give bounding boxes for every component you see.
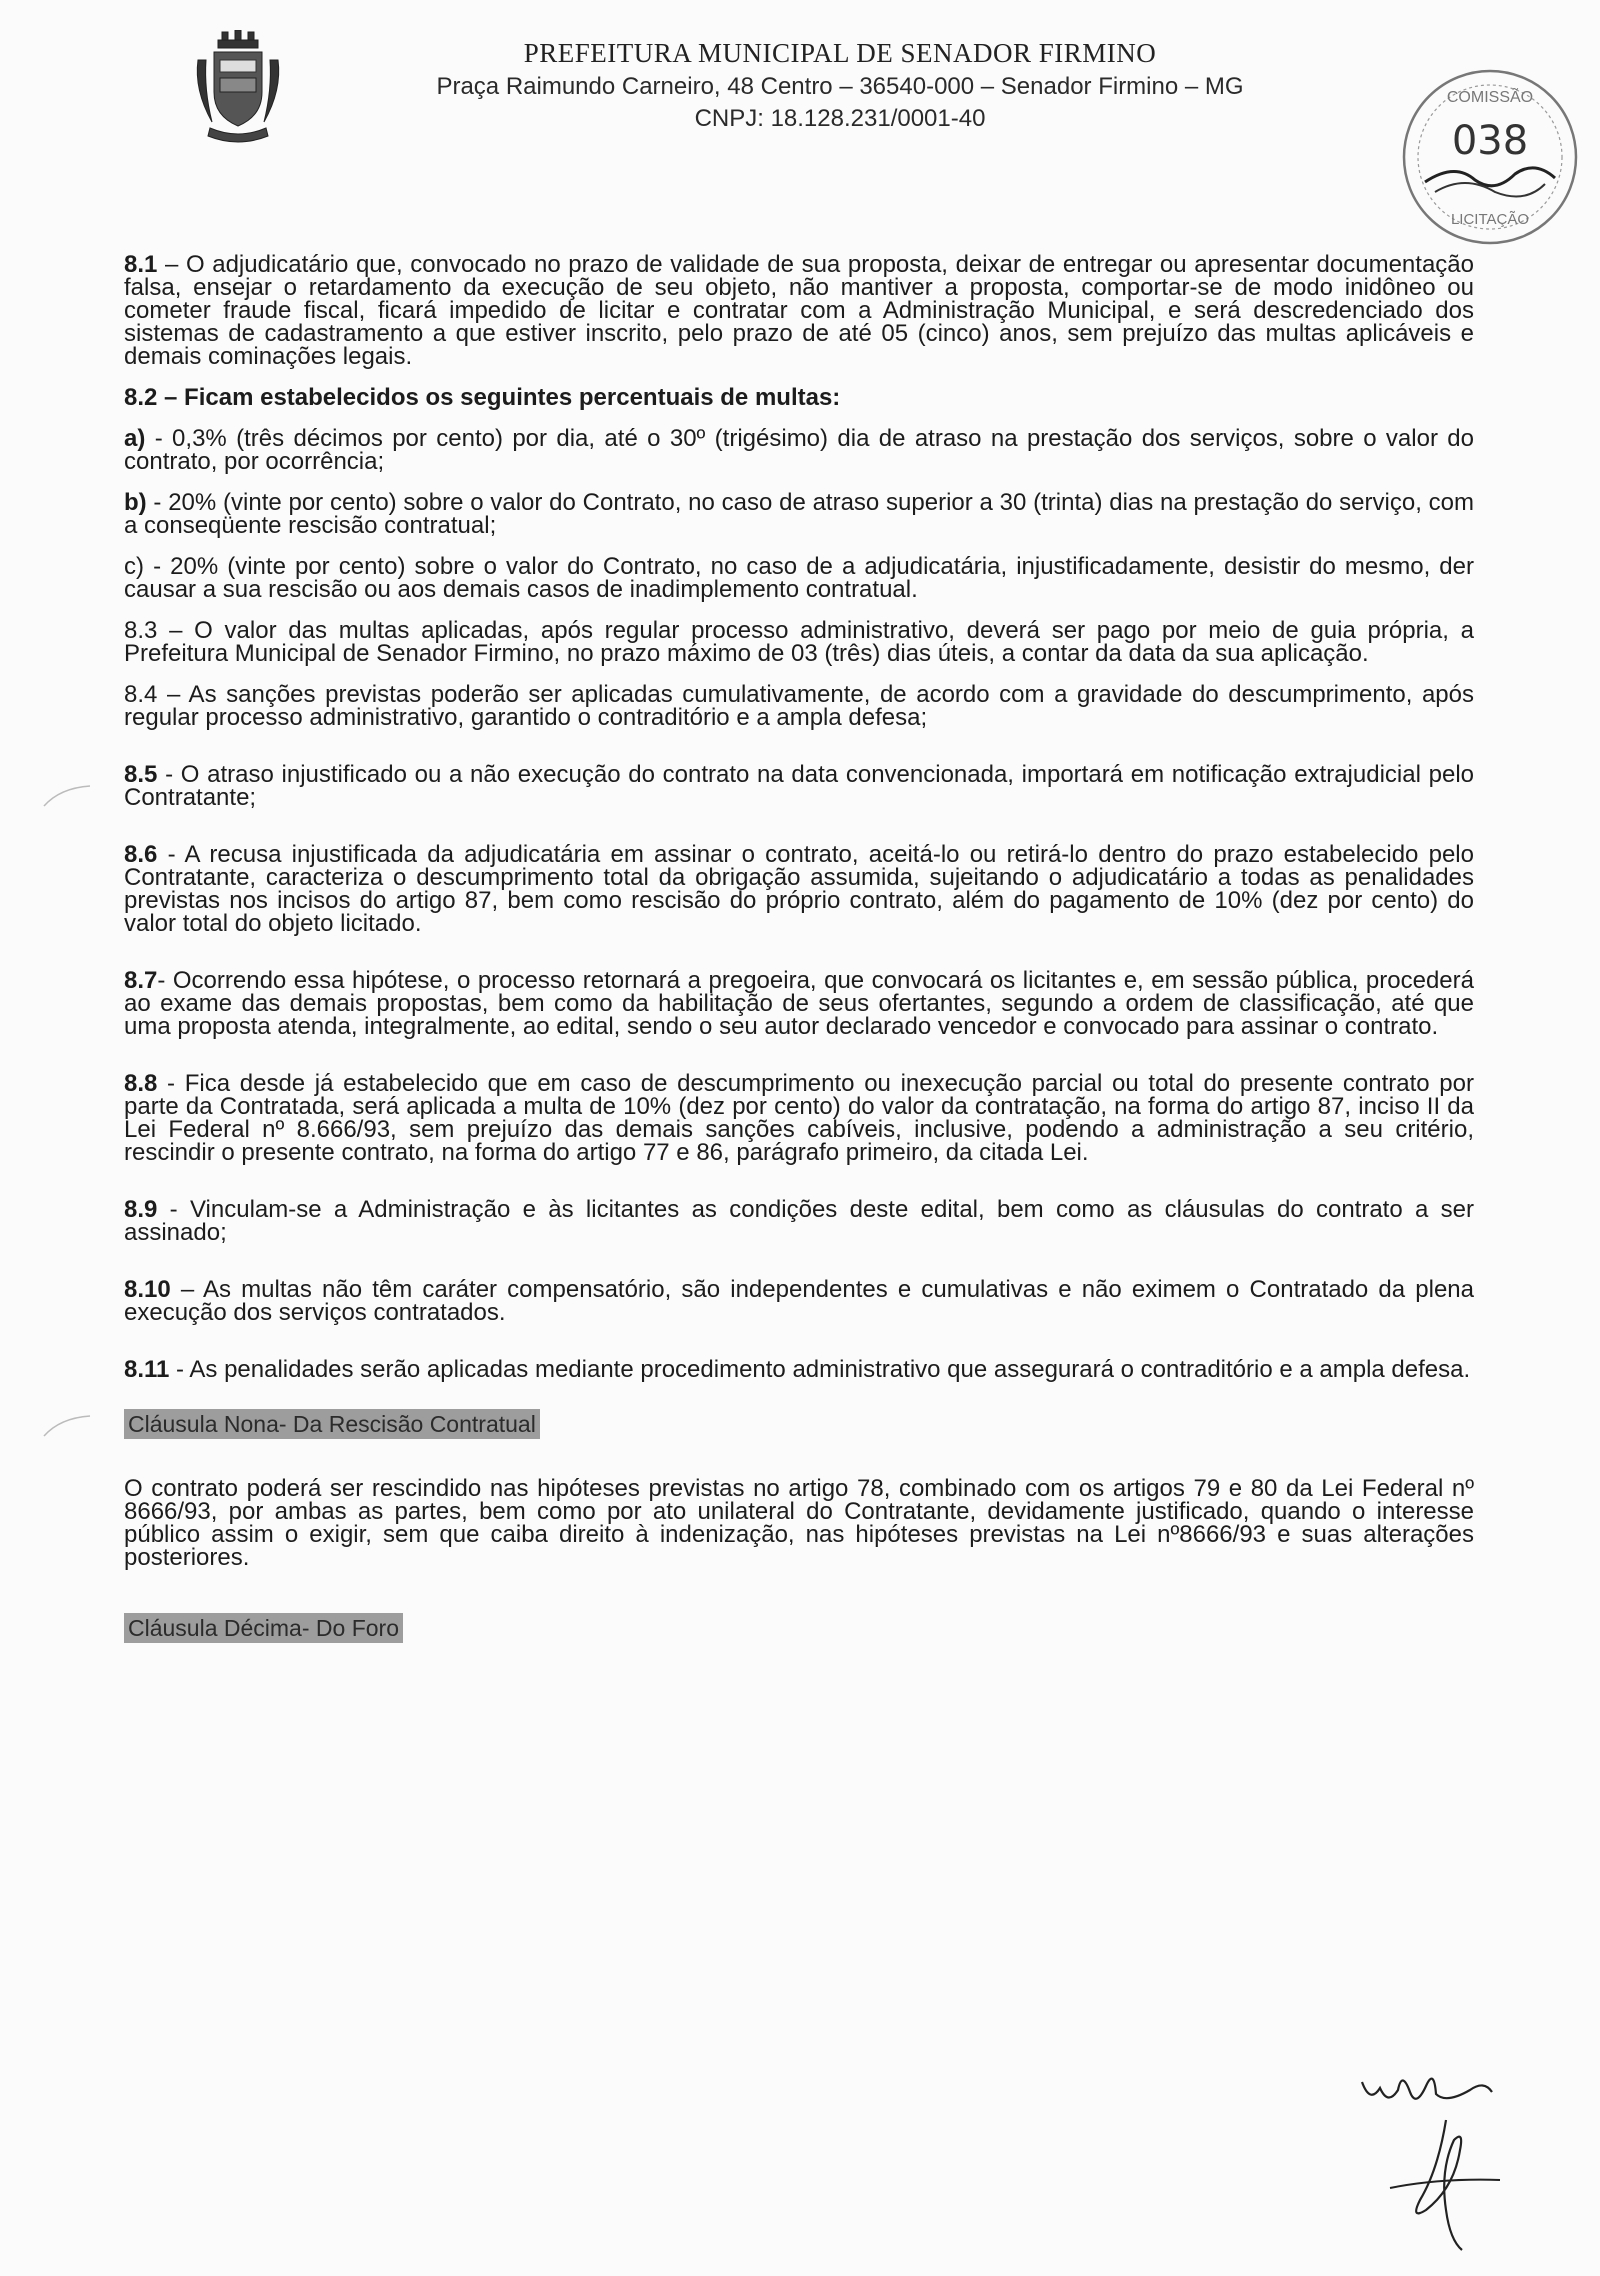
clause-number: 8.4: [124, 681, 158, 708]
clause-number: c): [124, 553, 144, 580]
clause-8-7: [124, 969, 1474, 1038]
clause-8-4: [124, 683, 1474, 729]
letterhead: [330, 38, 1350, 133]
clause-number: b): [124, 489, 147, 516]
clause-number: 8.5: [124, 761, 158, 788]
scan-mark-icon: [40, 780, 100, 810]
clause-number: 8.3: [124, 617, 158, 644]
clause-text: – As sanções previstas poderão ser aplicadas cumulativamente, de acordo com a gravidade do descumprimento, após regular processo administrativo, garantido o contraditório e a ampla defesa;: [124, 681, 1474, 731]
clause-8-2: [124, 386, 1474, 409]
clause-number: 8.7: [124, 967, 158, 994]
clause-text: – O valor das multas aplicadas, após regular processo administrativo, deverá ser pago por meio de guia própria, a Prefeitura Municipal de Senador Firmino, no prazo máximo de 03 (três) dias úteis, a contar da data da sua aplicação.: [124, 617, 1474, 667]
clause-text: - O atraso injustificado ou a não execução do contrato na data convencionada, importará em notificação extrajudicial pelo Contratante;: [124, 761, 1474, 811]
clause-8-10: [124, 1278, 1474, 1324]
scan-mark-icon: [40, 1410, 100, 1440]
clause-8-3: [124, 619, 1474, 665]
clause-8-6: [124, 843, 1474, 935]
clause-text: - 20% (vinte por cento) sobre o valor do Contrato, no caso de atraso superior a 30 (trinta) dias na prestação do serviço, com a conseqüente rescisão contratual;: [124, 489, 1474, 539]
clause-8-5: [124, 763, 1474, 809]
clause-text: – O adjudicatário que, convocado no prazo de validade de sua proposta, deixar de entregar ou apresentar documentação falsa, ensejar o retardamento da execução de seu objeto, não mantiver a proposta, comportar-se de modo inidôneo ou cometer fraude fiscal, ficará impedido de licitar e contratar com a Administração Municipal, e será descredenciado dos sistemas de cadastramento a que estiver inscrito, pelo prazo de até 05 (cinco) anos, sem prejuízo das multas aplicáveis e demais cominações legais.: [124, 251, 1474, 370]
letterhead-address: Praça Raimundo Carneiro, 48 Centro – 36540-000 – Senador Firmino – MG: [436, 73, 1244, 100]
clause-text: - Vinculam-se a Administração e às licitantes as condições deste edital, bem como as cláusulas do contrato a ser assinado;: [124, 1196, 1474, 1246]
clausula-nona-text: O contrato poderá ser rescindido nas hipóteses previstas no artigo 78, combinado com os artigos 79 e 80 da Lei Federal nº 8666/93, por ambas as partes, bem como por ato unilateral do Contratante, devidamente justificado, quando o interesse público assim o exigir, sem que caiba direito à indenização, nas hipóteses previstas na Lei nº8666/93 e suas alterações posteriores.: [124, 1475, 1474, 1571]
clause-text: - A recusa injustificada da adjudicatária em assinar o contrato, aceitá-lo ou retirá-lo dentro do prazo estabelecido pelo Contratante, caracteriza o descumprimento total da obrigação assumida, sujeitando o adjudicatário a todas as penalidades previstas nos incisos do artigo 87, bem como rescisão do próprio contrato, além do pagamento de 10% (dez por cento) do valor total do objeto licitado.: [124, 841, 1474, 937]
clause-number: a): [124, 425, 146, 452]
municipal-crest-icon: [192, 30, 284, 148]
clause-item-c: [124, 555, 1474, 601]
clause-number: 8.11: [124, 1356, 170, 1383]
clause-text: – As multas não têm caráter compensatório, são independentes e cumulativas e não eximem o Contratado da plena execução dos serviços contratados.: [124, 1276, 1474, 1326]
clause-text: - As penalidades serão aplicadas mediante procedimento administrativo que assegurará o contraditório e a ampla defesa.: [169, 1356, 1471, 1383]
seal-bottom-text: LICITAÇÃO: [1450, 211, 1530, 228]
handwritten-signatures-icon: [1350, 2060, 1520, 2260]
seal-number: 038: [1451, 118, 1529, 164]
commission-seal-stamp-icon: [1395, 62, 1585, 252]
clause-8-1: [124, 253, 1474, 368]
clause-8-11: [124, 1358, 1474, 1381]
section-heading-clausula-nona: Cláusula Nona- Da Rescisão Contratual: [124, 1409, 540, 1439]
clause-text: - 0,3% (três décimos por cento) por dia, até o 30º (trigésimo) dia de atraso na prestação dos serviços, sobre o valor do contrato, por ocorrência;: [124, 425, 1474, 475]
clause-number: 8.10: [124, 1276, 171, 1303]
letterhead-title: PREFEITURA MUNICIPAL DE SENADOR FIRMINO: [523, 38, 1157, 68]
document-body: [124, 253, 1474, 1681]
clause-8-8: [124, 1072, 1474, 1164]
clause-text: – Ficam estabelecidos os seguintes percentuais de multas:: [157, 384, 841, 411]
clause-text: - 20% (vinte por cento) sobre o valor do Contrato, no caso de a adjudicatária, injustificadamente, desistir do mesmo, der causar a sua rescisão ou aos demais casos de inadimplemento contratual.: [124, 553, 1474, 603]
clause-number: 8.9: [124, 1196, 158, 1223]
clause-item-b: [124, 491, 1474, 537]
clause-number: 8.6: [124, 841, 158, 868]
clause-number: 8.8: [124, 1070, 158, 1097]
clause-item-a: [124, 427, 1474, 473]
letterhead-cnpj: CNPJ: 18.128.231/0001-40: [694, 105, 986, 132]
clause-number: 8.2: [124, 384, 158, 411]
seal-top-text: COMISSÃO: [1446, 89, 1534, 106]
clause-text: - Ocorrendo essa hipótese, o processo retornará a pregoeira, que convocará os licitantes e, em sessão pública, procederá ao exame das demais propostas, bem como da habilitação de seus ofertantes, segundo a ordem de classificação, até que uma proposta atenda, integralmente, ao edital, sendo o seu autor declarado vencedor e convocado para assinar o contrato.: [124, 967, 1474, 1040]
clause-8-9: [124, 1198, 1474, 1244]
section-heading-clausula-decima: Cláusula Décima- Do Foro: [124, 1613, 403, 1643]
clause-number: 8.1: [124, 251, 158, 278]
clause-text: - Fica desde já estabelecido que em caso de descumprimento ou inexecução parcial ou total do presente contrato por parte da Contratada, será aplicada a multa de 10% (dez por cento) do valor da contratação, na forma do artigo 87, inciso II da Lei Federal nº 8.666/93, sem prejuízo das demais sanções cabíveis, inclusive, podendo a administração a seu critério, rescindir o presente contrato, na forma do artigo 77 e 86, parágrafo primeiro, da citada Lei.: [124, 1070, 1474, 1166]
